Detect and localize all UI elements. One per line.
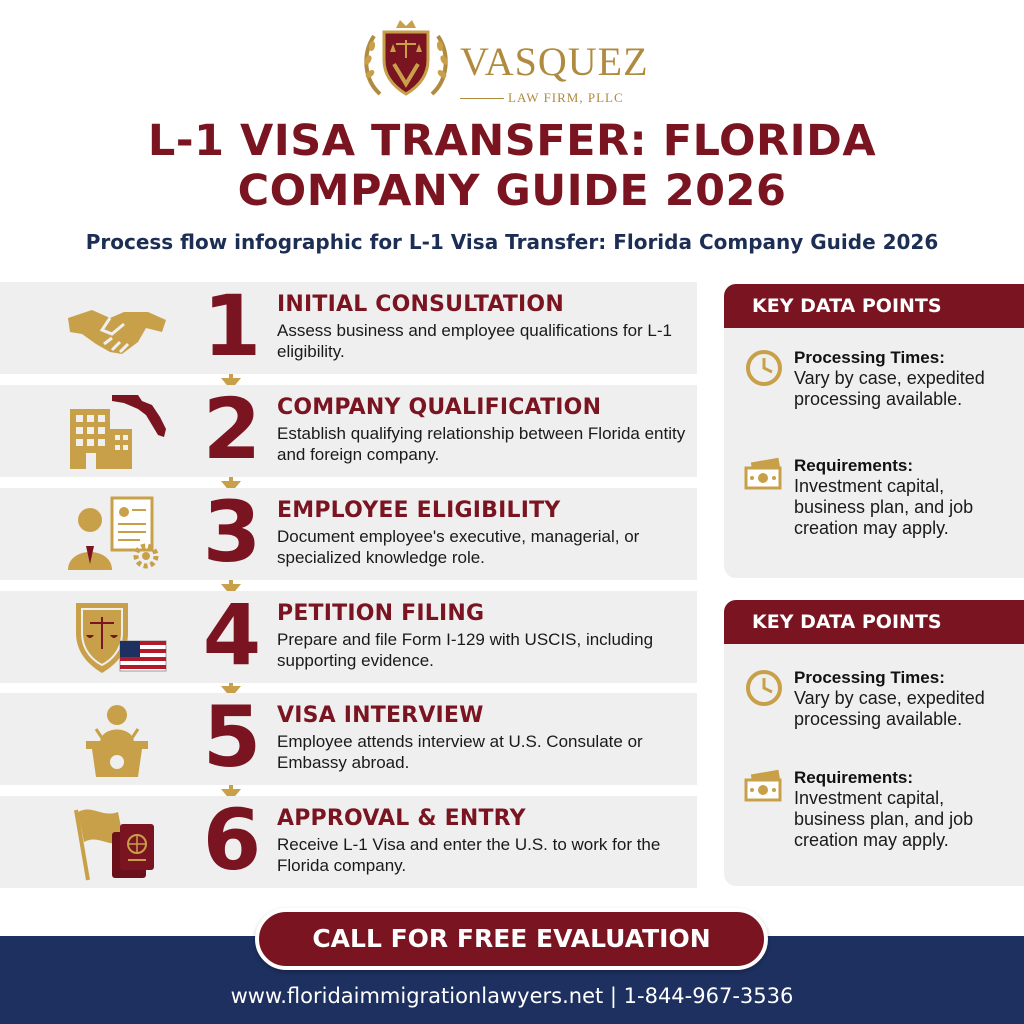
process-step-6 (0, 791, 697, 889)
requirements-item (744, 768, 1014, 878)
step-title: INITIAL CONSULTATION (277, 292, 564, 317)
process-step-3 (0, 483, 697, 581)
kp-label: Processing Times: (794, 668, 945, 687)
step-description: Prepare and file Form I-129 with USCIS, including supporting evidence. (277, 630, 654, 670)
kp-text: Vary by case, expedited processing available. (794, 688, 985, 729)
clock-icon (744, 348, 784, 388)
processing-times-item (744, 348, 1014, 438)
kp-label: Processing Times: (794, 348, 945, 367)
requirements-item (744, 456, 1014, 566)
step-title: PETITION FILING (277, 601, 485, 626)
brand-logo (360, 14, 670, 106)
brand-subtitle: LAW FIRM, PLLC (508, 90, 624, 105)
page-title (0, 116, 1024, 216)
panel-heading: KEY DATA POINTS (724, 284, 1024, 328)
process-step-4 (0, 586, 697, 684)
page-title-line2: COMPANY GUIDE 2026 (237, 166, 787, 216)
step-number: 1 (202, 277, 262, 375)
kp-text: Investment capital, business plan, and job creation may apply. (794, 476, 974, 538)
contact-info[interactable]: www.floridaimmigrationlawyers.net | 1-844-967-3536 (230, 984, 794, 1008)
step-description: Assess business and employee qualifications for L-1 eligibility. (277, 321, 672, 361)
kp-label: Requirements: (794, 456, 914, 475)
podium-speaker-icon (62, 699, 172, 779)
step-number: 4 (202, 586, 262, 684)
step-number: 6 (202, 791, 262, 889)
money-icon (744, 768, 784, 808)
page-title-line1: L-1 VISA TRANSFER: FLORIDA (147, 116, 877, 166)
step-title: EMPLOYEE ELIGIBILITY (277, 498, 561, 523)
money-icon (744, 456, 784, 496)
brand-divider (460, 98, 504, 99)
kp-text: Vary by case, expedited processing available. (794, 368, 985, 409)
law-firm-crest-icon (360, 14, 452, 106)
brand-name: VASQUEZ (460, 39, 649, 84)
step-number: 2 (202, 380, 262, 478)
process-step-1 (0, 277, 697, 375)
process-step-2 (0, 380, 697, 478)
step-description: Establish qualifying relationship between Florida entity and foreign company. (277, 424, 686, 464)
step-title: APPROVAL & ENTRY (277, 806, 526, 831)
step-number: 5 (202, 688, 262, 786)
step-number: 3 (202, 483, 262, 581)
employee-document-icon (62, 494, 172, 574)
free-evaluation-button[interactable]: CALL FOR FREE EVALUATION (255, 908, 768, 970)
clock-icon (744, 668, 784, 708)
panel-heading: KEY DATA POINTS (724, 600, 1024, 644)
page-subtitle: Process flow infographic for L-1 Visa Transfer: Florida Company Guide 2026 (85, 230, 939, 254)
flag-passport-icon (62, 802, 172, 882)
step-description: Employee attends interview at U.S. Consulate or Embassy abroad. (277, 732, 643, 772)
kp-text: Investment capital, business plan, and job creation may apply. (794, 788, 974, 850)
step-title: COMPANY QUALIFICATION (277, 395, 602, 420)
kp-label: Requirements: (794, 768, 914, 787)
step-description: Receive L-1 Visa and enter the U.S. to work for the Florida company. (277, 835, 661, 875)
shield-justice-flag-icon (62, 597, 172, 677)
step-description: Document employee's executive, managerial, or specialized knowledge role. (277, 527, 640, 567)
handshake-icon (62, 288, 172, 368)
key-data-panel (724, 284, 1024, 578)
processing-times-item (744, 668, 1014, 758)
key-data-panel (724, 600, 1024, 886)
process-step-5 (0, 688, 697, 786)
building-florida-icon (62, 391, 172, 471)
step-title: VISA INTERVIEW (277, 703, 484, 728)
